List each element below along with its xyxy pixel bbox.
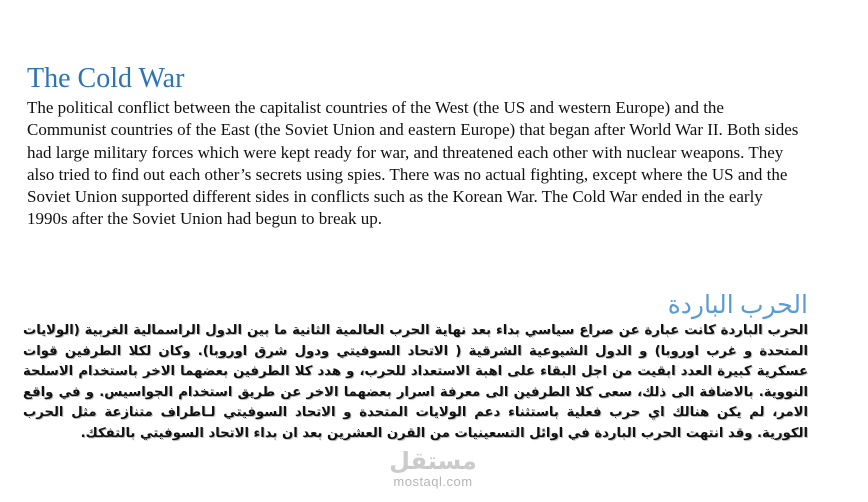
- arabic-title: الحرب الباردة: [667, 292, 808, 319]
- english-paragraph: The political conflict between the capitalist countries of the West (the US and western Europe) and the Communist countries of the East (the Soviet Union and eastern Europe) that began after World War II. Both sides had large military forces which were kept ready for war, and threatened each other with nuclear weapons. They also tried to find out each other’s secrets using spies. There was no actual fighting, except where the US and the Soviet Union supported different sides in conflicts such as the Korean War. The Cold War ended in the early 1990s after the Soviet Union had begun to break up.: [27, 98, 799, 229]
- watermark-logo: [368, 448, 498, 490]
- watermark-logo-text: مستقل: [389, 447, 477, 475]
- english-title: The Cold War: [27, 63, 185, 94]
- arabic-paragraph: الحرب الباردة كانت عبارة عن صراع سياسي بداء بعد نهاية الحرب العالمية الثانية ما بين الدول الراسمالية الغربية (الولايات المتحدة و غرب اوروبا) و الدول الشيوعية الشرقية ( الاتحاد السوفيتي ودول شرق اوروبا). وكان لكلا الطرفين قوات عسكرية كبيرة العدد ابقيت من اجل البقاء على اهبة الاستعداد للحرب، و هدد كلا الطرفين بعضهما الاخر باستخدام الاسلحة النووية. بالاضافة الى ذلك، سعى كلا الطرفين الى معرفة اسرار بعضهما الاخر عن طريق استخدام الجواسيس. و في واقع الامر، لم يكن هنالك اي حرب فعلية باستثناء دعم الولايات المتحدة و الاتحاد السوفيتي لـاطراف متنازعة مثل الحرب الكورية. وقد انتهت الحرب الباردة في اوائل التسعينيات من القرن العشرين بعد ان بداء الاتحاد السوفيتي بالتفكك.: [23, 323, 808, 441]
- watermark-site: mostaql.com: [393, 474, 473, 489]
